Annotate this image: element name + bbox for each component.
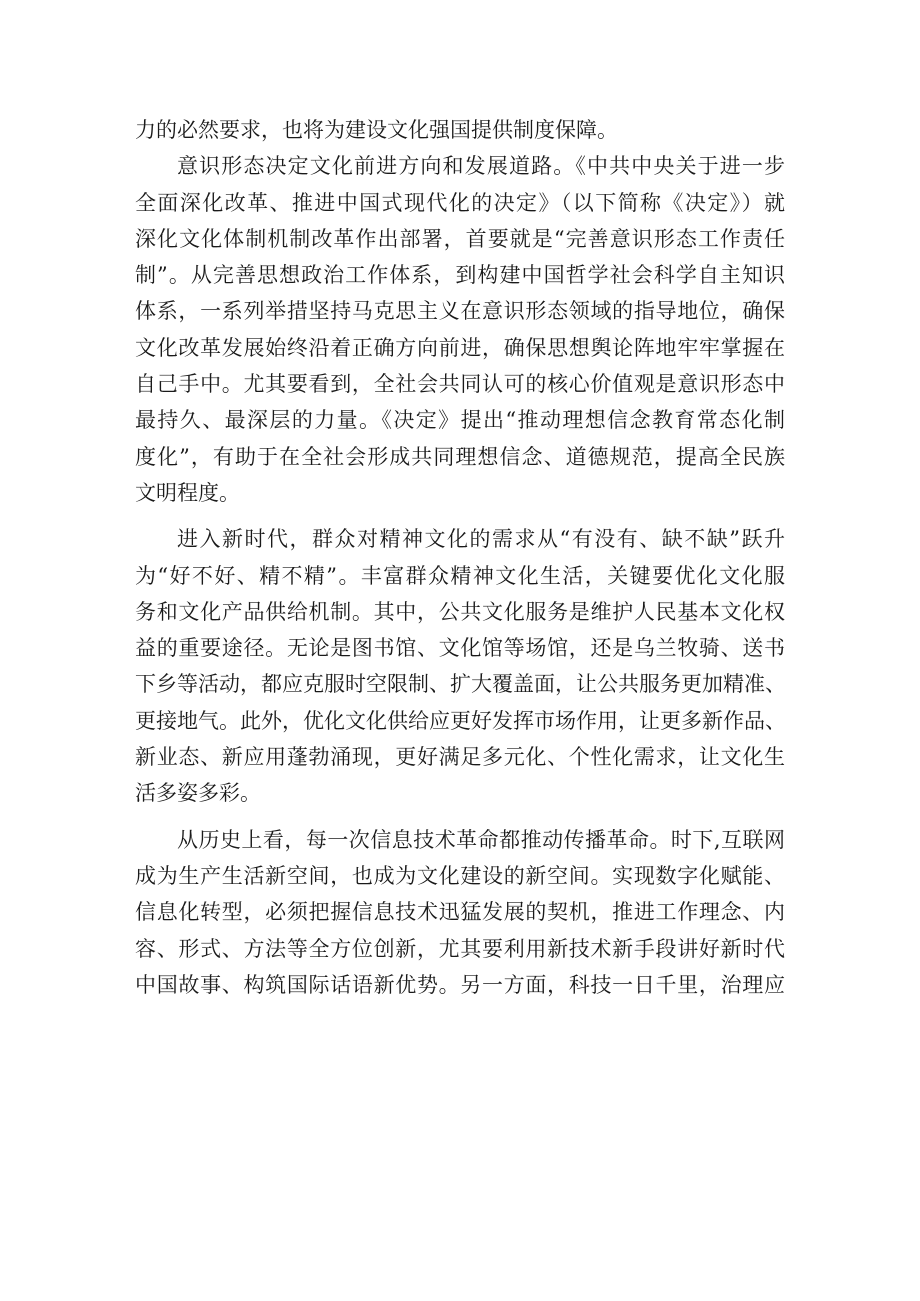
text-line: 深化文化体制机制改革作出部署，首要就是“完善意识形态工作责任 (135, 226, 785, 251)
paragraph (135, 112, 785, 148)
paragraph (135, 521, 785, 811)
text-line: 信息化转型，必须把握信息技术迅猛发展的契机，推进工作理念、内 (135, 900, 785, 925)
text-line: 制”。从完善思想政治工作体系，到构建中国哲学社会科学自主知识 (135, 263, 785, 288)
paragraph-spacer (135, 812, 785, 822)
text-line: 文明程度。 (135, 480, 240, 505)
text-line: 为“好不好、精不精”。丰富群众精神文化生活，关键要优化文化服 (135, 563, 785, 588)
text-line: 最持久、最深层的力量。《决定》提出“推动理想信念教育常态化制 (135, 408, 785, 433)
paragraph-spacer (135, 511, 785, 521)
paragraph (135, 148, 785, 511)
text-line: 进入新时代，群众对精神文化的需求从“有没有、缺不缺”跃升 (177, 527, 785, 552)
text-line: 益的重要途径。无论是图书馆、文化馆等场馆，还是乌兰牧骑、送书 (135, 636, 785, 661)
text-line: 度化”，有助于在全社会形成共同理想信念、道德规范，提高全民族 (135, 444, 785, 469)
text-line: 力的必然要求，也将为建设文化强国提供制度保障。 (135, 118, 618, 142)
document-body (135, 112, 785, 1003)
text-line: 全面深化改革、推进中国式现代化的决定》（以下简称《决定》）就 (135, 190, 785, 215)
text-line: 中国故事、构筑国际话语新优势。另一方面，科技一日千里，治理应 (135, 972, 785, 997)
text-line: 从历史上看，每一次信息技术革命都推动传播革命。时下,互联网 (177, 827, 785, 852)
text-line: 下乡等活动，都应克服时空限制、扩大覆盖面，让公共服务更加精准、 (135, 672, 786, 697)
paragraph (135, 822, 785, 1003)
text-line: 新业态、新应用蓬勃涌现，更好满足多元化、个性化需求，让文化生 (135, 745, 785, 770)
text-line: 成为生产生活新空间，也成为文化建设的新空间。实现数字化赋能、 (135, 863, 785, 888)
text-line: 务和文化产品供给机制。其中，公共文化服务是维护人民基本文化权 (135, 599, 785, 624)
text-line: 更接地气。此外，优化文化供给应更好发挥市场作用，让更多新作品、 (135, 708, 786, 733)
text-line: 自己手中。尤其要看到，全社会共同认可的核心价值观是意识形态中 (135, 372, 785, 397)
text-line: 文化改革发展始终沿着正确方向前进，确保思想舆论阵地牢牢掌握在 (135, 335, 785, 360)
text-line: 体系，一系列举措坚持马克思主义在意识形态领域的指导地位，确保 (135, 299, 785, 324)
text-line: 意识形态决定文化前进方向和发展道路。《中共中央关于进一步 (177, 154, 785, 179)
text-line: 容、形式、方法等全方位创新，尤其要利用新技术新手段讲好新时代 (135, 936, 785, 961)
text-line: 活多姿多彩。 (135, 781, 261, 806)
